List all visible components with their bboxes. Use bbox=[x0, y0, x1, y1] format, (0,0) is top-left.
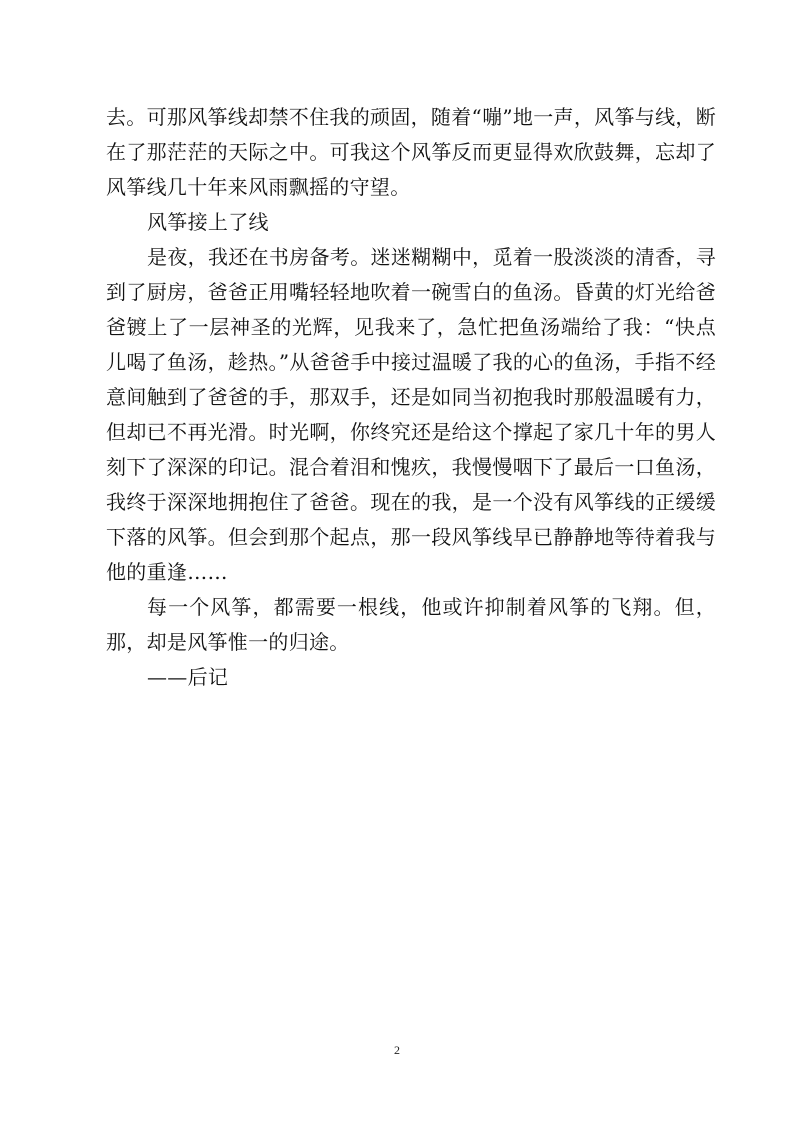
section-heading: 风筝接上了线 bbox=[147, 210, 269, 234]
page-number: 2 bbox=[394, 1043, 400, 1057]
document-body bbox=[106, 100, 716, 695]
afterword-label: ——后记 bbox=[147, 665, 229, 689]
paragraph-reflection: 每一个风筝，都需要一根线，他或许抑制着风筝的飞翔。但，那，却是风筝惟一的归途。 bbox=[106, 595, 716, 654]
paragraph-continuation: 去。可那风筝线却禁不住我的顽固，随着“嘣”地一声，风筝与线，断在了那茫茫的天际之中。可我这个风筝反而更显得欢欣鼓舞，忘却了风筝线几十年来风雨飘摇的守望。 bbox=[106, 105, 716, 199]
paragraph-main-story: 是夜，我还在书房备考。迷迷糊糊中，觅着一股淡淡的清香，寻到了厨房，爸爸正用嘴轻轻地吹着一碗雪白的鱼汤。昏黄的灯光给爸爸镀上了一层神圣的光辉，见我来了，急忙把鱼汤端给了我：“快点儿喝了鱼汤，趁热。”从爸爸手中接过温暖了我的心的鱼汤，手指不经意间触到了爸爸的手，那双手，还是如同当初抱我时那般温暖有力，但却已不再光滑。时光啊，你终究还是给这个撑起了家几十年的男人刻下了深深的印记。混合着泪和愧疚，我慢慢咽下了最后一口鱼汤，我终于深深地拥抱住了爸爸。现在的我，是一个没有风筝线的正缓缓下落的风筝。但会到那个起点，那一段风筝线早已静静地等待着我与他的重逢…… bbox=[106, 245, 716, 584]
